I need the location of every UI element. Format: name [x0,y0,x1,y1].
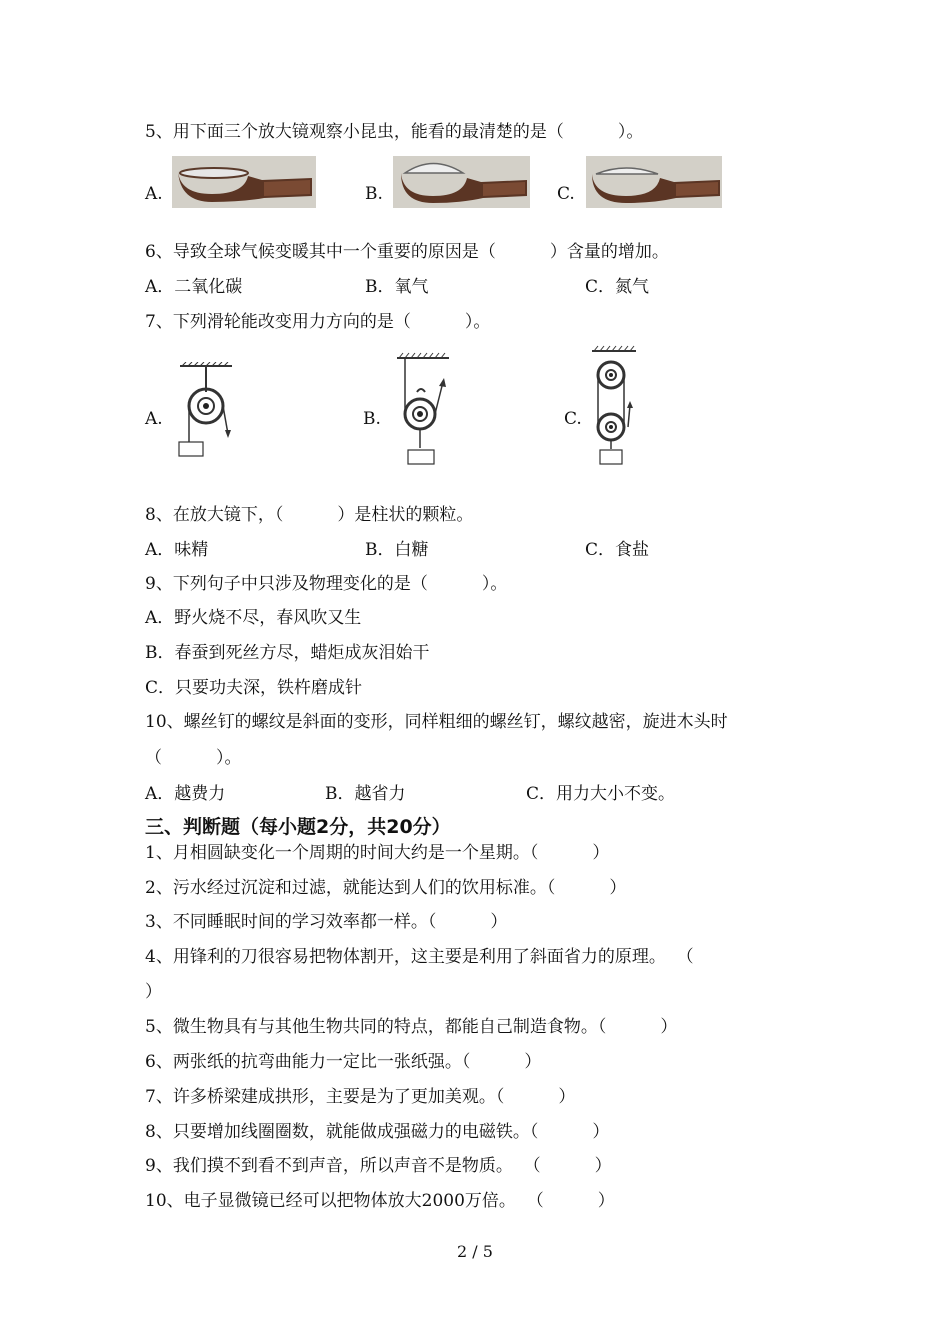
judge-item-2: 2、污水经过沉淀和过滤，就能达到人们的饮用标准。（ ） [145,878,627,898]
judge-item-1: 1、月相圆缺变化一个周期的时间大约是一个星期。（ ） [145,843,610,863]
q5-option-b-label: B. [365,184,383,204]
judge-item-10: 10、电子显微镜已经可以把物体放大2000万倍。 （ ） [145,1191,615,1211]
question-9: 9、下列句子中只涉及物理变化的是（ ）。 [145,574,508,594]
q10-option-a: A．越费力 [145,784,226,804]
question-8: 8、在放大镜下，（ ）是柱状的颗粒。 [145,505,474,525]
q6-option-a: A．二氧化碳 [145,277,243,297]
judge-item-4: 4、用锋利的刀很容易把物体割开，这主要是利用了斜面省力的原理。 （ [145,947,694,967]
q6-option-c: C．氮气 [585,277,650,297]
q6-option-b: B．氧气 [365,277,429,297]
q7-option-c-label: C. [564,409,582,429]
q8-option-c: C．食盐 [585,540,650,560]
q10-option-b: B．越省力 [325,784,406,804]
movable-pulley-icon [393,352,453,467]
judge-item-7: 7、许多桥梁建成拱形，主要是为了更加美观。（ ） [145,1087,576,1107]
judge-item-4-cont: ） [145,982,162,1002]
q8-option-a: A．味精 [145,540,209,560]
magnifier-lens-thin-icon [172,156,316,208]
question-7: 7、下列滑轮能改变用力方向的是（ ）。 [145,312,491,332]
section-3-title: 三、判断题（每小题2分，共20分） [145,816,451,838]
judge-item-3: 3、不同睡眠时间的学习效率都一样。（ ） [145,912,508,932]
q9-option-b: B．春蚕到死丝方尽，蜡炬成灰泪始干 [145,643,430,663]
question-5: 5、用下面三个放大镜观察小昆虫，能看的最清楚的是（ ）。 [145,122,644,142]
judge-item-9: 9、我们摸不到看不到声音，所以声音不是物质。 （ ） [145,1156,612,1176]
q7-option-b-label: B. [363,409,381,429]
q5-option-c-label: C. [557,184,575,204]
q9-option-c: C．只要功夫深，铁杵磨成针 [145,678,363,698]
q7-option-a-label: A. [145,409,163,429]
fixed-pulley-icon [170,362,240,462]
question-10-blank: （ ）。 [145,748,242,768]
magnifier-lens-thick-icon [393,156,530,208]
judge-item-8: 8、只要增加线圈圈数，就能做成强磁力的电磁铁。（ ） [145,1122,610,1142]
q10-option-c: C．用力大小不变。 [526,784,676,804]
judge-item-5: 5、微生物具有与其他生物共同的特点，都能自己制造食物。（ ） [145,1017,678,1037]
question-6: 6、导致全球气候变暖其中一个重要的原因是（ ）含量的增加。 [145,242,669,262]
judge-item-6: 6、两张纸的抗弯曲能力一定比一张纸强。（ ） [145,1052,542,1072]
magnifier-lens-medium-icon [586,156,722,208]
q9-option-a: A．野火烧不尽，春风吹又生 [145,608,362,628]
q5-option-a-label: A. [145,184,163,204]
question-10: 10、螺丝钉的螺纹是斜面的变形，同样粗细的螺丝钉，螺纹越密，旋进木头时 [145,712,728,732]
q8-option-b: B．白糖 [365,540,429,560]
pulley-block-icon [590,345,640,467]
page-number: 2 / 5 [457,1242,493,1261]
